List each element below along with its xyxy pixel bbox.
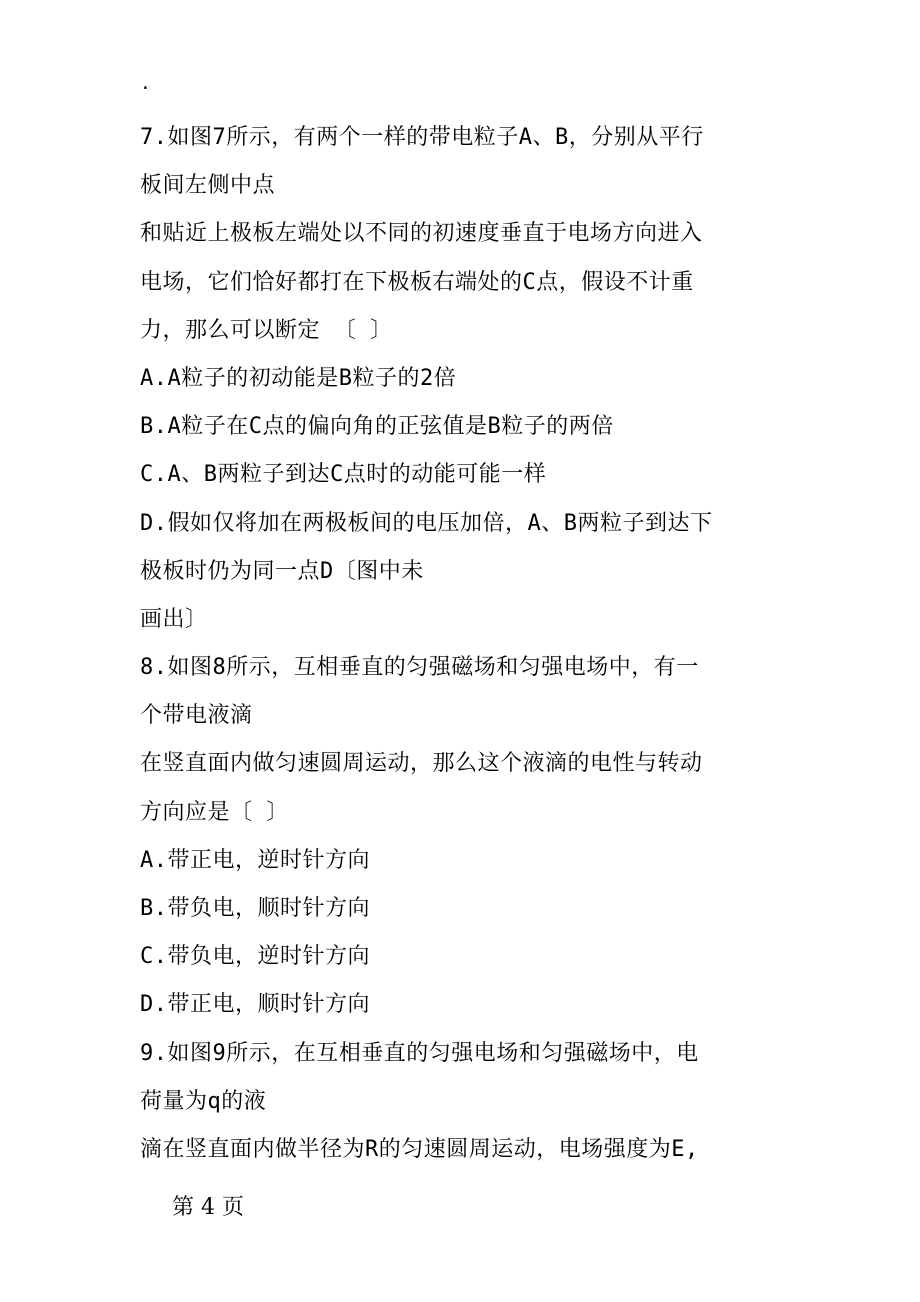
- text-line: 力，那么可以断定 〔 〕: [140, 317, 393, 343]
- text-line: A.A粒子的初动能是B粒子的2倍: [140, 365, 457, 391]
- text-line: 个带电液滴: [140, 703, 253, 729]
- text-line: D.假如仅将加在两极板间的电压加倍，A、B两粒子到达下: [140, 510, 713, 536]
- text-line: 在竖直面内做匀速圆周运动，那么这个液滴的电性与转动: [140, 751, 703, 777]
- text-line: 荷量为q的液: [140, 1088, 267, 1114]
- text-line: B.A粒子在C点的偏向角的正弦值是B粒子的两倍: [140, 414, 614, 440]
- text-line: C.A、B两粒子到达C点时的动能可能一样: [140, 462, 547, 488]
- text-line: 滴在竖直面内做半径为R的匀速圆周运动，电场强度为E,: [140, 1136, 699, 1162]
- document-body: [140, 114, 780, 1174]
- text-line: B.带负电，顺时针方向: [140, 896, 370, 921]
- text-line: 方向应是〔 〕: [140, 799, 289, 825]
- text-line: A.带正电，逆时针方向: [140, 847, 370, 873]
- text-line: 极板时仍为同一点D〔图中未: [140, 558, 424, 584]
- page-top-mark: .: [140, 73, 151, 94]
- text-line: C.带负电，逆时针方向: [140, 944, 370, 970]
- text-line: D.带正电，顺时针方向: [140, 992, 370, 1018]
- text-line: 画出〕: [140, 606, 208, 632]
- text-line: 和贴近上极板左端处以不同的初速度垂直于电场方向进入: [140, 221, 703, 247]
- text-line: 电场，它们恰好都打在下极板右端处的C点，假设不计重: [140, 269, 694, 295]
- page-number-footer: 第 4 页: [172, 1195, 244, 1220]
- text-line: 板间左侧中点: [140, 173, 276, 199]
- text-line: 9.如图9所示，在互相垂直的匀强电场和匀强磁场中，电: [140, 1040, 699, 1066]
- text-line: 8.如图8所示，互相垂直的匀强磁场和匀强电场中，有一: [140, 655, 699, 681]
- text-line: 7.如图7所示，有两个一样的带电粒子A、B，分别从平行: [140, 125, 704, 150]
